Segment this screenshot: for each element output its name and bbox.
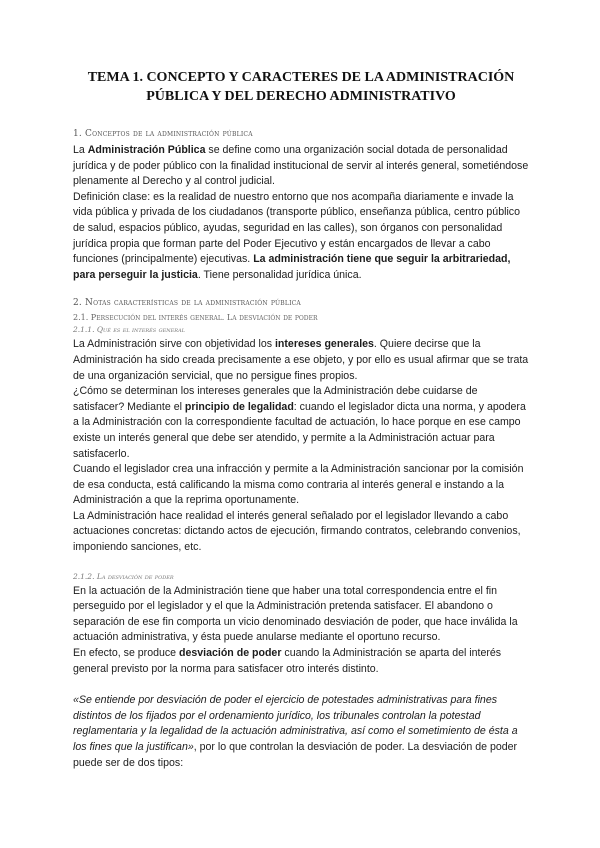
s2-paragraph-6: [73, 646, 529, 677]
s1-paragraph-2: [73, 190, 529, 284]
s2-p1-bold: intereses generales: [274, 338, 374, 351]
s2-p6-text-a: En efecto, se produce: [73, 647, 180, 660]
document-content: [73, 68, 529, 771]
s2-paragraph-1: [73, 337, 529, 384]
subsection-2-1-1-heading: 2.1.1. Qué es el interés general: [73, 325, 185, 335]
s1-paragraph-1: [73, 143, 529, 190]
title-line-1: TEMA 1. CONCEPTO Y CARACTERES DE LA ADMINISTRACIÓN: [87, 70, 515, 85]
s2-p2-text-c: : cuando el legislador dicta una norma, y apodera a la Administración con la correspondiente facultad de actuación, lo hace porque en ese campo existe un interés general que debe ser atendido, y permite a la Administración actuar para satisfacerlo.: [73, 400, 526, 460]
section-1-heading: 1. Conceptos de la administración pública: [73, 129, 253, 139]
page-title: [73, 68, 529, 106]
s1-p1-text-c: se define como una organización social dotada de personalidad jurídica y de poder público con la finalidad institucional de servir al interés general, sometiéndose plenamente al Derecho y al control judicial.: [73, 144, 529, 188]
s2-p2-text-a: ¿Cómo se determinan los intereses generales que la Administración debe cuidarse de satisfacer? Mediante el: [73, 385, 478, 413]
s2-paragraph-4: La Administración hace realidad el interés general señalado por el legislador llevando a cabo actuaciones concretas: dictando actos de ejecución, firmando contratos, celebrando convenios, imponiendo sanciones, etc.: [73, 509, 521, 554]
s2-p2-bold: principio de legalidad: [184, 400, 294, 413]
title-line-2: PÚBLICA Y DEL DERECHO ADMINISTRATIVO: [146, 89, 456, 104]
s1-p1-text-a: La: [73, 144, 88, 156]
s1-p1-bold: Administración Pública: [87, 144, 206, 156]
quote-paragraph: [73, 693, 529, 771]
s2-p6-text-c: cuando la Administración se aparta del interés general previsto por la norma para satisfacer otro interés distinto.: [73, 647, 502, 675]
s2-p1-text-c: . Quiere decirse que la Administración ha sido creada precisamente a ese objeto, y por ello es usual afirmar que se trata de una organización servicial, que no persigue fines propios.: [73, 338, 529, 382]
s2-paragraph-2: [73, 384, 529, 462]
s2-p6-bold: desviación de poder: [179, 647, 282, 660]
section-2-heading: 2. Notas características de la administración pública: [73, 298, 301, 309]
s2-paragraph-3: Cuando el legislador crea una infracción y permite a la Administración sancionar por la comisión de esa conducta, está calificando la misma como contraria al interés general e instando a la Administración a que la reprima oportunamente.: [73, 463, 524, 507]
s1-p2-bold: La administración tiene que seguir la arbitrariedad, para perseguir la justicia: [73, 253, 511, 281]
s2-p1-text-a: La Administración sirve con objetividad los: [73, 338, 275, 351]
s1-p2-text-a: Definición clase: es la realidad de nuestro entorno que nos acompaña diariamente e invade la vida pública y privada de los ciudadanos (transporte público, enseñanza pública, centro público de salud, espacios público, ayudas, seguridad en las calles), son órganos con personalidad jurídica propia que forman parte del Poder Ejecutivo y están encargados de llevar a cabo funciones (principalmente) ejecutivas.: [73, 190, 520, 266]
subsection-2-1-heading: 2.1. Persecución del interés general. La desviación de poder: [73, 313, 318, 323]
subsection-2-1-2-heading: 2.1.2. La desviación de poder: [73, 571, 174, 581]
legal-quote: «Se entiende por desviación de poder el ejercicio de potestades administrativas para fines distintos de los fijados por el ordenamiento jurídico, los tribunales controlan la potestad reglamentaria y la legalidad de la actuación administrativa, así como el sometimiento de ésta a los fines que la justifican»: [73, 694, 518, 753]
s1-p2-text-c: . Tiene personalidad jurídica única.: [197, 268, 362, 281]
s2-paragraph-5: En la actuación de la Administración tiene que haber una total correspondencia entre el fin perseguido por el legislador y el que la Administración pretenda satisfacer. El abandono o separación de ese fin comporta un vicio denominado desviación de poder, que hace inválida la actuación administrativa, y ésta puede anularse mediante el oportuno recurso.: [73, 584, 518, 644]
quote-followup: , por lo que controlan la desviación de poder. La desviación de poder puede ser de dos tipos:: [73, 741, 518, 769]
